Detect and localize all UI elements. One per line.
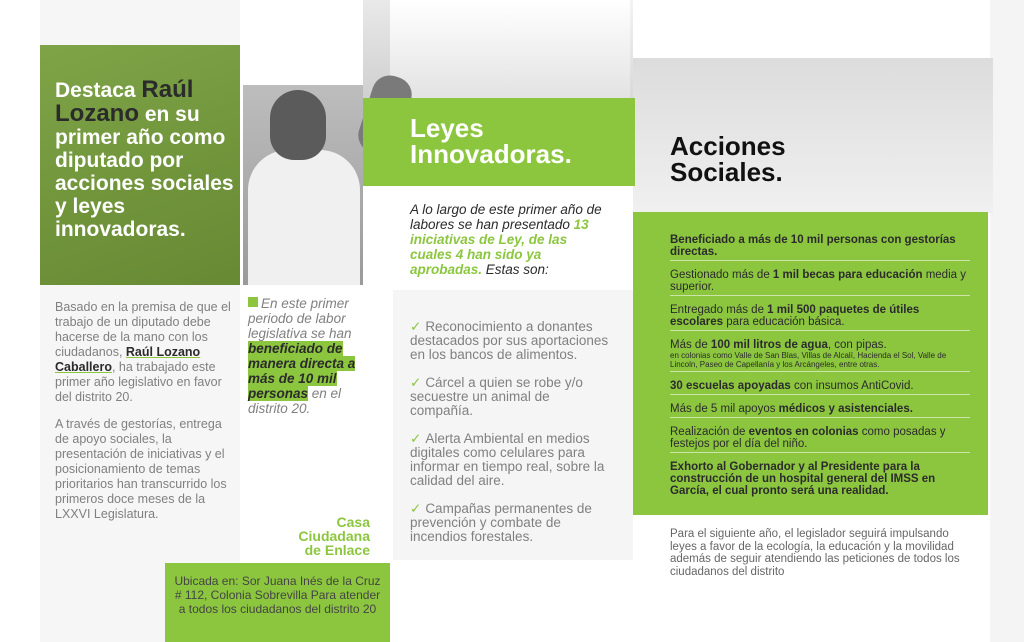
action-bold: médicos y asistenciales.: [778, 403, 913, 415]
action-text: Gestionado más de: [670, 269, 773, 281]
body-1-pre: Basado en la premisa de que el trabajo de un diputado debe hacerse de la mano con los ciudadanos,: [55, 300, 231, 359]
casa-ciudadana-logo: [260, 515, 370, 557]
middle-intro: [410, 202, 610, 277]
portrait-shirt: [248, 150, 360, 285]
action-text: , con pipas.: [827, 339, 887, 351]
list-item: [670, 234, 970, 261]
law-item-text: Campañas permanentes de prevención y combate de incendios forestales.: [410, 501, 592, 544]
action-bold: eventos en colonias: [748, 426, 859, 438]
law-item-text: Alerta Ambiental en medios digitales como celulares para informar en tiempo real, sobre la calidad del aire.: [410, 431, 605, 488]
list-item: [410, 320, 610, 362]
list-item: [670, 339, 970, 372]
list-item: [410, 432, 610, 488]
casa-line-2: Ciudadana: [298, 528, 370, 544]
action-small-note: en colonias como Valle de San Blas, Villas de Alcalí, Hacienda el Sol, Valle de Lincoln, Paseo de Capellanía y los Arcángeles, entre otras.: [670, 351, 947, 369]
callout-emphasis: beneficiado de manera directa a más de 10 mil personas: [248, 341, 356, 401]
actions-list: [670, 234, 970, 507]
right-footer-text: Para el siguiente año, el legislador seguirá impulsando leyes a favor de la ecología, la educación y la movilidad además de seguir atendiendo las peticiones de todos los ciudadanos del distrito: [670, 528, 960, 578]
check-icon: ✓: [410, 375, 422, 390]
casa-line-1: Casa: [336, 514, 370, 530]
check-icon: ✓: [410, 501, 422, 516]
middle-title: [410, 115, 630, 167]
check-icon: ✓: [410, 431, 422, 446]
list-item: [410, 502, 610, 544]
law-item-text: Cárcel a quien se robe y/o secuestre un animal de compañía.: [410, 375, 583, 418]
portrait-head: [270, 90, 326, 160]
headline-part-1: Destaca: [55, 79, 142, 102]
action-bold: Exhorto al Gobernador y al Presidente para la construcción de un hospital general del IMSS en García, el cual pronto será una realidad.: [670, 461, 936, 497]
body-paragraph-1: [55, 300, 235, 405]
middle-title-line-2: Innovadoras.: [410, 139, 572, 169]
law-item-text: Reconocimiento a donantes destacados por sus aportaciones en los bancos de alimentos.: [410, 319, 609, 362]
action-text: con insumos AntiCovid.: [790, 380, 914, 392]
action-text: Más de 5 mil apoyos: [670, 403, 779, 415]
right-title-line-1: Acciones: [670, 131, 786, 161]
list-item: [670, 461, 970, 499]
check-icon: ✓: [410, 319, 422, 334]
casa-line-3: de Enlace: [304, 542, 370, 558]
list-item: [670, 403, 970, 418]
headline-name-first: Raúl: [141, 76, 194, 103]
list-item: [410, 376, 610, 418]
sky-background: [390, 0, 630, 98]
action-text: Entregado más de: [670, 304, 768, 316]
action-text: como posadas y festejos por el día del niño.: [670, 426, 946, 450]
body-paragraph-2: A través de gestorías, entrega de apoyo sociales, la presentación de iniciativas y el posicionamiento de temas prioritarios han transcurrido los primeros doce meses de la LXXVI Legislatura.: [55, 417, 227, 521]
action-bold: 1 mil 500 paquetes de útiles escolares: [670, 304, 920, 328]
left-body-text: [55, 300, 235, 534]
intro-pre: A lo largo de este primer año de labores se han presentado: [410, 202, 602, 232]
action-bold: 100 mil litros de agua: [710, 339, 828, 351]
intro-highlight: 13 iniciativas de Ley, de las cuales 4 han sido ya aprobadas.: [410, 217, 589, 277]
middle-title-line-1: Leyes: [410, 113, 484, 143]
callout-pre: En este primer periodo de labor legislativa se han: [248, 296, 352, 341]
callout-post: en el distrito 20.: [248, 386, 342, 416]
intro-post: Estas son:: [482, 262, 549, 277]
action-text: Más de: [670, 339, 711, 351]
list-item: [670, 269, 970, 296]
right-title-line-2: Sociales.: [670, 157, 783, 187]
callout-text: [248, 296, 368, 416]
action-bold: 30 escuelas apoyadas: [670, 380, 791, 392]
headline-name-last: Lozano: [55, 100, 139, 127]
address-text: Ubicada en: Sor Juana Inés de la Cruz # 112, Colonia Sobrevilla Para atender a todos los ciudadanos del distrito 20: [174, 574, 381, 616]
action-bold: Beneficiado a más de 10 mil personas con gestorías directas.: [670, 234, 956, 258]
action-text: para educación básica.: [723, 316, 845, 328]
action-bold: 1 mil becas para educación: [772, 269, 923, 281]
legislator-name: Raúl Lozano Caballero: [55, 345, 201, 374]
laws-list: [410, 320, 610, 558]
main-headline: [55, 78, 235, 241]
right-edge-background: [990, 0, 1024, 642]
list-item: [670, 426, 970, 453]
list-item: [670, 380, 970, 395]
action-text: Realización de: [670, 426, 749, 438]
body-1-post: , ha trabajado este primer año legislativo en favor del distrito 20.: [55, 360, 222, 404]
headline-part-2: en su primer año como diputado por acciones sociales y leyes innovadoras.: [55, 103, 234, 241]
list-item: [670, 304, 970, 331]
action-text: media y superior.: [670, 269, 966, 293]
right-title: [670, 133, 870, 185]
